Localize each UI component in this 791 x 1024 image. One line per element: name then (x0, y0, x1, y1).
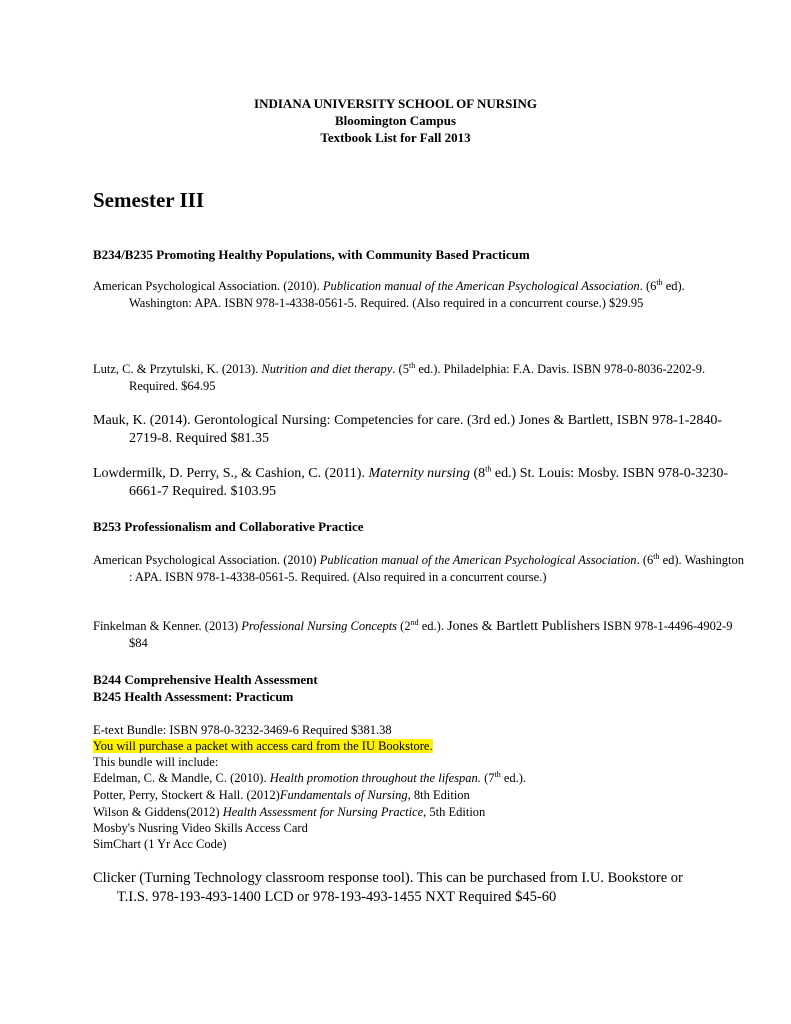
bundle-item-simchart: SimChart (1 Yr Acc Code) (93, 837, 227, 851)
bundle-purchase-note (93, 738, 433, 754)
bundle-item-mosby: Mosby's Nusring Video Skills Access Card (93, 821, 308, 835)
section-heading-b244: B244 Comprehensive Health Assessment (93, 672, 318, 687)
clicker-entry: Clicker (Turning Technology classroom response tool). This can be purchased from I.U. Bookstore or T.I.S. 978-193-493-1400 LCD or 978-193-493-1455 NXT Required $45-60 (93, 870, 683, 905)
highlighted-note: You will purchase a packet with access card from the IU Bookstore. (93, 739, 433, 753)
section-heading-b245: B245 Health Assessment: Practicum (93, 689, 294, 704)
book-entry-nutrition: Lutz, C. & Przytulski, K. (2013). Nutrition and diet therapy. (5th ed.). Philadelphia: F.A. Davis. ISBN 978-0-8036-2202-9. Required. $64.95 (93, 360, 706, 393)
document-header (0, 95, 791, 146)
section-heading-b253: B253 Professionalism and Collaborative Practice (93, 519, 364, 534)
section-heading-b234: B234/B235 Promoting Healthy Populations, with Community Based Practicum (93, 247, 530, 262)
book-entry-professional-nursing: Finkelman & Kenner. (2013) Professional Nursing Concepts (2nd ed.). Jones & Bartlett Publishers ISBN 978-1-4496-4902-9 $84 (93, 617, 733, 650)
bundle-item-edelman: Edelman, C. & Mandle, C. (2010). Health promotion throughout the lifespan. (7th ed.). (93, 769, 527, 785)
book-entry-apa-1: American Psychological Association. (2010). Publication manual of the American Psychological Association. (6th ed). Washington: APA. ISBN 978-1-4338-0561-5. Required. (Also required in a concurrent course.) $29.95 (93, 277, 685, 310)
bundle-isbn: E-text Bundle: ISBN 978-0-3232-3469-6 Required $381.38 (93, 723, 392, 737)
semester-heading: Semester III (93, 188, 205, 212)
list-title: Textbook List for Fall 2013 (320, 130, 471, 145)
campus-name: Bloomington Campus (335, 113, 456, 128)
bundle-item-wilson: Wilson & Giddens(2012) Health Assessment for Nursing Practice, 5th Edition (93, 805, 486, 819)
book-entry-maternity: Lowdermilk, D. Perry, S., & Cashion, C. (2011). Maternity nursing (8th ed.) St. Louis: Mosby. ISBN 978-0-3230-6661-7 Required. $103.95 (93, 464, 729, 499)
book-entry-gerontological: Mauk, K. (2014). Gerontological Nursing: Competencies for care. (3rd ed.) Jones & Bartlett, ISBN 978-1-2840-2719-8. Required $81.35 (93, 413, 723, 446)
school-name: INDIANA UNIVERSITY SCHOOL OF NURSING (254, 96, 537, 111)
book-entry-apa-2: American Psychological Association. (2010) Publication manual of the American Psychological Association. (6th ed). Washington : APA. ISBN 978-1-4338-0561-5. Required. (Also required in a concurrent course.) (93, 551, 744, 584)
bundle-includes-label: This bundle will include: (93, 755, 219, 769)
bundle-item-potter: Potter, Perry, Stockert & Hall. (2012)Fundamentals of Nursing, 8th Edition (93, 788, 470, 802)
